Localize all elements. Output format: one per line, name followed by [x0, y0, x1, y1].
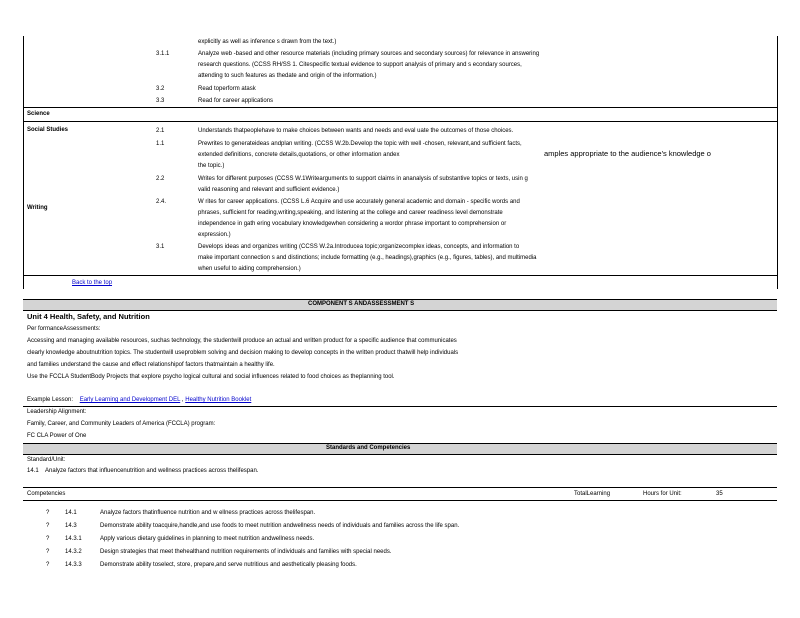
competency-bullet: ?	[46, 510, 50, 516]
science-label: Science	[27, 111, 50, 117]
competency-text: Demonstrate ability toacquire,handle,and use foods to meet nutrition andwellness needs of individuals and families across the life span.	[100, 523, 460, 529]
total-learning-label: TotalLearning	[574, 491, 611, 497]
example-lesson-link-del[interactable]: Early Learning and Development DEL	[79, 397, 181, 403]
row-text-line: explicitly as well as inference s drawn from the text.)	[198, 39, 337, 45]
leadership-label: Leadership Alignment:	[27, 409, 87, 415]
row-text-line: Analyze web -based and other resource materials (including primary sources and secondary sources) for relevance in answering	[198, 51, 540, 57]
row-text-line: independence in gath ering vocabulary knowledgewhen considering a wordor phrase important to comprehension or	[198, 221, 507, 227]
row-text-line: Prewrites to generateideas andplan writing. (CCSS W.2b.Develop the topic with well -chosen, relevant,and sufficient facts,	[198, 141, 522, 147]
competency-code: 14.3.3	[65, 562, 82, 568]
performance-label: Per formanceAssessments:	[27, 326, 101, 332]
competency-bullet: ?	[46, 523, 50, 529]
row-text-line: Understands thatpeoplehave to make choices between wants and needs and eval uate the outcomes of those choices.	[198, 128, 514, 134]
overflow-text: amples appropriate to the audience's knowledge o	[544, 149, 711, 158]
row-text-line: when useful to aiding comprehension.)	[198, 266, 301, 272]
leadership-text-line: Family, Career, and Community Leaders of America (FCCLA) program:	[27, 421, 216, 427]
row-code: 3.3	[156, 98, 165, 104]
competency-code: 14.1	[65, 510, 77, 516]
row-text-line: Read toperform atask	[198, 86, 256, 92]
standard-unit-label: Standard/Unit:	[27, 457, 66, 463]
row-text-line: research questions. (CCSS RH/SS 1. Citespecific textual evidence to support analysis of primary and s econdary sources,	[198, 62, 522, 68]
standard-code: 14.1	[27, 468, 39, 474]
hours-value: 35	[716, 491, 723, 497]
example-separator: ,	[181, 397, 184, 403]
competency-code: 14.3.2	[65, 549, 82, 555]
row-text-line: extended definitions, concrete details,quotations, or other information andex	[198, 152, 400, 158]
row-code: 1.1	[156, 141, 165, 147]
performance-text-line: clearly knowledge aboutnutrition topics. The studentwill useproblem solving and decision making to develop concepts in the written product thatwill help individuals	[27, 350, 459, 356]
table-right-border	[777, 36, 778, 289]
competency-text: Apply various dietary guidelines in planning to meet nutrition andwellness needs.	[100, 536, 315, 542]
row-text-line: Develops ideas and organizes writing (CCSS W.2a.Introducea topic;organizecomplex ideas, concepts, and information to	[198, 244, 520, 250]
performance-text-line: and families understand the cause and effect relationshipof factors thatmaintain a healthy life.	[27, 362, 275, 368]
row-text-line: make important connection s and distinctions; include formatting (e.g., headings),graphics (e.g., figures, tables), and multimedia	[198, 255, 537, 261]
example-lesson-link-nutrition-booklet[interactable]: Healthy Nutrition Booklet	[185, 397, 252, 403]
standard-text: Analyze factors that influencenutrition and wellness practices across thelifespan.	[45, 468, 259, 474]
writing-label: Writing	[27, 205, 48, 211]
row-text-line: W rites for career applications. (CCSS L.6 Acquire and use accurately general academic and domain - specific words and	[198, 199, 520, 205]
performance-text-line: Use the FCCLA StudentBody Projects that explore psycho logical cultural and social influences related to food choices as theplanning tool.	[27, 374, 395, 380]
competency-text: Design strategies that meet thehealthand nutrition requirements of individuals and families with special needs.	[100, 549, 392, 555]
row-text-line: attending to such features as thedate and origin of the information.)	[198, 73, 377, 79]
row-text-line: the topic.)	[198, 163, 225, 169]
row-code: 3.1.1	[156, 51, 170, 57]
table-left-border	[23, 36, 24, 289]
row-code: 2.4.	[156, 199, 167, 205]
row-text-line: phrases, sufficient for reading,writing,speaking, and listening at the college and career readiness level demonstrate	[198, 210, 503, 216]
table-bottom-border	[23, 275, 777, 276]
back-to-top-anchor[interactable]: Back to the top	[72, 280, 113, 286]
row-text-line: expression.)	[198, 232, 231, 238]
row-code: 3.1	[156, 244, 165, 250]
section-divider	[23, 500, 777, 501]
row-text-line: valid reasoning and relevant and sufficient evidence.)	[198, 187, 340, 193]
unit-title: Unit 4 Health, Safety, and Nutrition	[27, 312, 150, 321]
row-divider	[23, 121, 777, 122]
row-code: 3.2	[156, 86, 165, 92]
competency-bullet: ?	[46, 536, 50, 542]
back-to-top-link[interactable]	[72, 279, 112, 287]
competency-text: Demonstrate ability toselect, store, prepare,and serve nutritious and aesthetically pleasing foods.	[100, 562, 357, 568]
competency-code: 14.3	[65, 523, 77, 529]
standard-line	[27, 467, 258, 475]
competency-bullet: ?	[46, 562, 50, 568]
section-divider	[23, 406, 777, 407]
competency-text: Analyze factors thatinfluence nutrition and w ellness practices across thelifespan.	[100, 510, 316, 516]
row-code: 2.2	[156, 176, 165, 182]
leadership-text-line: FC CLA Power of One	[27, 433, 87, 439]
social-studies-label: Social Studies	[27, 127, 69, 133]
example-lesson-line	[27, 396, 251, 404]
row-code: 2.1	[156, 128, 165, 134]
components-header: COMPONENT S ANDASSESSMENT S	[308, 301, 415, 307]
section-divider	[23, 487, 777, 488]
row-text-line: Writes for different purposes (CCSS W.1Writearguments to support claims in ananalysis of substantive topics or texts, usin g	[198, 176, 528, 182]
competency-code: 14.3.1	[65, 536, 82, 542]
row-divider	[23, 107, 777, 108]
row-text-line: Read for career applications	[198, 98, 274, 104]
example-label: Example Lesson:	[27, 397, 74, 403]
performance-text-line: Accessing and managing available resources, suchas technology, the studentwill produce an actual and written product for a specific audience that communicates	[27, 338, 457, 344]
hours-label: Hours for Unit:	[643, 491, 682, 497]
standards-header: Standards and Competencies	[326, 445, 411, 451]
competencies-label: Competencies	[27, 491, 66, 497]
competency-bullet: ?	[46, 549, 50, 555]
